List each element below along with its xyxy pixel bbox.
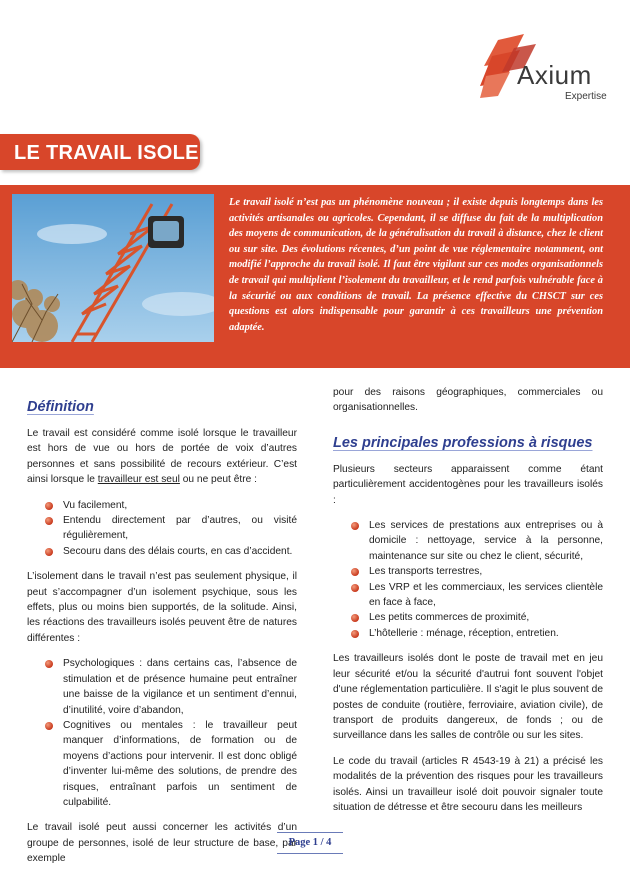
list-item-text: L’hôtellerie : ménage, réception, entretien. (369, 627, 559, 639)
list-item (27, 544, 297, 559)
left-column (27, 398, 297, 877)
labour-code-paragraph: Le code du travail (articles R 4543-19 à 21) a précisé les modalités de la prévention des risques pour les travailleurs isolés. Ainsi un travailleur isolé doit pouvoir signaler toute situation de détresse et être secouru dans les meilleurs (333, 755, 603, 813)
list-item (333, 518, 603, 564)
list-item (27, 656, 297, 718)
bullet-icon (45, 548, 53, 556)
logo-wordmark: Axium (517, 60, 592, 90)
intro-paragraph: Le travail isolé n’est pas un phénomène nouveau ; il existe depuis longtemps dans les activités artisanales ou agricoles. Cependant, il se diffuse du fait de la multiplication des moyens de communication, de la généralisation du travail à distance, chez le client ou sur site. Des évolutions récentes, d’un point de vue réglementaire notamment, ont modifié l’approche du travail isolé. Il faut être vigilant sur ces modes organisationnels de travail qui multiplient l’isolement du travailleur, et le rend parfois vulnérable face à la sécurité ou aux conditions de travail. La présence effective du CHSCT sur ces questions est alors indispensable pour garantir à ces travailleurs une prévention adaptée. (229, 197, 603, 333)
list-item (27, 718, 297, 810)
page-title: LE TRAVAIL ISOLE (14, 142, 199, 164)
bullet-icon (45, 517, 53, 525)
professions-intro: Plusieurs secteurs apparaissent comme étant particulièrement accidentogènes pour les travailleurs isolés : (333, 463, 603, 506)
list-item (333, 564, 603, 579)
list-item (27, 513, 297, 544)
regulation-paragraph: Les travailleurs isolés dont le poste de travail met en jeu leur sécurité et/ou la sécurité d'autrui font souvent l'objet d'une réglementation particulière. Il s'agit le plus souvent de postes de conduite (routière, ferroviaire, aviation civile), de transport de produits dangereux, de fonds ; ou de surveillance dans les salles de contrôle ou sur les sites. (333, 653, 603, 742)
definition-heading: Définition (27, 399, 94, 415)
crane-photo (12, 194, 214, 342)
bullet-icon (45, 502, 53, 510)
continued-paragraph: pour des raisons géographiques, commerciales ou organisationnelles. (333, 387, 603, 414)
list-item-text: Les petits commerces de proximité, (369, 612, 530, 624)
title-banner (0, 134, 200, 170)
list-item-text: Cognitives ou mentales : le travailleur peut manquer d’informations, de formation ou de moyens d’actions pour intervenir. Il est donc obligé d’inventer lui-même des solutions, de prendre des risques, entraînant parfois un sentiment de culpabilité. (63, 719, 297, 808)
reactions-list (27, 656, 297, 810)
bullet-icon (45, 660, 53, 668)
right-column (333, 385, 603, 825)
text-run: Le travail est considéré comme isolé lorsque le travailleur est hors de vue ou hors de portée de voix d’autres personnes et sans possibilité de recours extérieur. C’est ainsi lorsque le (27, 428, 297, 486)
bullet-icon (45, 722, 53, 730)
list-item (333, 626, 603, 641)
list-item-text: Vu facilement, (63, 499, 128, 511)
bullet-icon (351, 568, 359, 576)
list-item-text: Entendu directement par d’autres, ou visité régulièrement, (63, 515, 297, 542)
list-item-text: Les services de prestations aux entreprises ou à domicile : nettoyage, service à la personne, maintenance sur site ou chez le client, sécurité, (369, 520, 603, 562)
definition-paragraph-3: Le travail isolé peut aussi concerner les activités d’un groupe de personnes, isolé de leur structure de base, par exemple (27, 822, 297, 865)
bullet-icon (351, 630, 359, 638)
list-item-text: Les VRP et les commerciaux, les services clientèle en face à face, (369, 581, 603, 609)
isolation-criteria-list (27, 498, 297, 560)
list-item-text: Les transports terrestres, (369, 566, 483, 578)
bullet-icon (351, 614, 359, 622)
bullet-icon (351, 584, 359, 592)
professions-list (333, 518, 603, 641)
list-item (333, 610, 603, 625)
logo-subtitle: Expertise (565, 91, 607, 102)
list-item-text: Psychologiques : dans certains cas, l’absence de stimulation et de présence humaine peut entraîner une baisse de la vigilance et un sentiment d’ennui, d’inutilité, voire d’abandon, (63, 658, 297, 716)
definition-paragraph-1 (27, 426, 297, 488)
professions-heading: Les principales professions à risques (333, 434, 593, 451)
list-item (27, 498, 297, 513)
underlined-text: travailleur est seul (97, 474, 180, 486)
bullet-icon (351, 522, 359, 530)
definition-paragraph-2: L’isolement dans le travail n’est pas seulement physique, il peut s’accompagner d’un isolement psychique, sous les effets, plus ou moins bien supportés, de la solitude. Ainsi, les réactions des travailleurs isolés peuvent être de natures différentes : (27, 571, 297, 644)
text-run: ou ne peut être : (179, 474, 257, 486)
page-number: Page 1 / 4 (277, 832, 343, 854)
list-item-text: Secouru dans des délais courts, en cas d’accident. (63, 545, 293, 557)
list-item (333, 580, 603, 611)
